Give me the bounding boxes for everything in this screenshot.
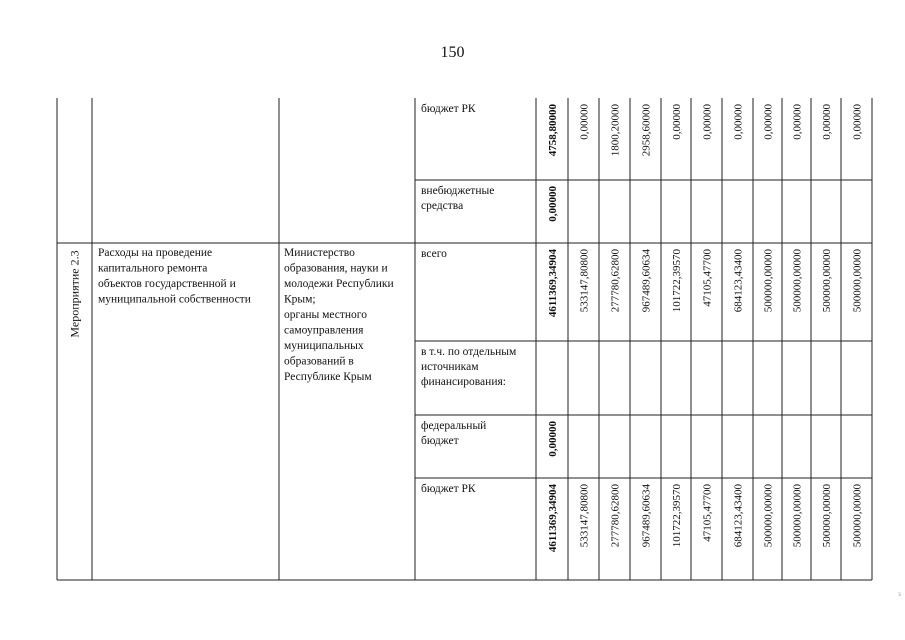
year-value: 277780,62800 [609, 249, 622, 313]
year-value: 0,00000 [791, 104, 804, 140]
event-name-line: капитального ремонта [98, 262, 208, 275]
year-value: 500000,00000 [821, 484, 833, 548]
executor-line: образований в [284, 355, 354, 368]
year-value: 500000,00000 [762, 484, 775, 548]
total-value: 4611369,34904 [547, 249, 559, 318]
year-value: 101722,39570 [671, 249, 683, 313]
executor-line: муниципальных [284, 340, 364, 352]
year-value: 500000,00000 [851, 484, 864, 548]
year-value: 47105,47700 [701, 484, 714, 542]
year-value: 500000,00000 [791, 249, 804, 313]
year-value: 0,00000 [851, 104, 864, 140]
year-value: 684123,43400 [732, 484, 745, 548]
executor-line: Крым; [284, 293, 316, 306]
year-value: 967489,60634 [640, 249, 653, 313]
executor-line: молодежи Республики [284, 278, 394, 290]
year-value: 1800,20000 [609, 104, 622, 157]
funding-source-label: финансирования: [421, 376, 506, 388]
funding-source-label: бюджет РК [421, 483, 476, 495]
funding-source-label: внебюджетные [421, 185, 495, 197]
year-value: 967489,60634 [640, 484, 653, 548]
year-value: 684123,43400 [732, 249, 745, 313]
year-value: 2958,60000 [640, 104, 653, 157]
year-value: 47105,47700 [701, 249, 714, 307]
event-label: Мероприятие 2.3 [67, 250, 82, 338]
funding-source-label: в т.ч. по отдельным [421, 346, 517, 358]
year-value: 0,00000 [732, 104, 745, 140]
funding-source-label: бюджет РК [421, 103, 476, 115]
year-value: 533147,80800 [578, 249, 591, 313]
year-value: 0,00000 [762, 104, 775, 140]
edge-mark: з [898, 590, 901, 598]
year-value: 533147,80800 [578, 484, 591, 548]
funding-source-label: средства [421, 200, 464, 212]
year-value: 500000,00000 [851, 249, 864, 313]
funding-source-label: федеральный [421, 420, 487, 432]
funding-source-label: бюджет [421, 435, 459, 447]
year-value: 0,00000 [701, 104, 714, 140]
year-value: 277780,62800 [609, 484, 622, 548]
executor-line: самоуправления [284, 324, 364, 337]
year-value: 500000,00000 [762, 249, 775, 313]
year-value: 0,00000 [671, 104, 683, 140]
executor-line: органы местного [284, 309, 367, 321]
event-name-line: Расходы на проведение [98, 247, 213, 259]
executor-line: образования, науки и [284, 262, 388, 275]
year-value: 101722,39570 [671, 484, 683, 548]
funding-source-label: всего [421, 248, 447, 260]
executor-line: Республике Крым [284, 371, 372, 383]
total-value: 4758,80000 [547, 104, 559, 157]
event-name-line: муниципальной собственности [98, 293, 251, 306]
total-value: 0,00000 [547, 186, 559, 222]
page-number: 150 [440, 44, 465, 61]
year-value: 500000,00000 [821, 249, 833, 313]
event-name-line: объектов государственной и [98, 278, 236, 290]
executor-line: Министерство [284, 247, 355, 259]
total-value: 0,00000 [547, 421, 559, 457]
funding-source-label: источникам [421, 361, 479, 373]
year-value: 500000,00000 [791, 484, 804, 548]
total-value: 4611369,34904 [547, 484, 559, 553]
year-value: 0,00000 [821, 104, 833, 140]
year-value: 0,00000 [578, 104, 591, 140]
